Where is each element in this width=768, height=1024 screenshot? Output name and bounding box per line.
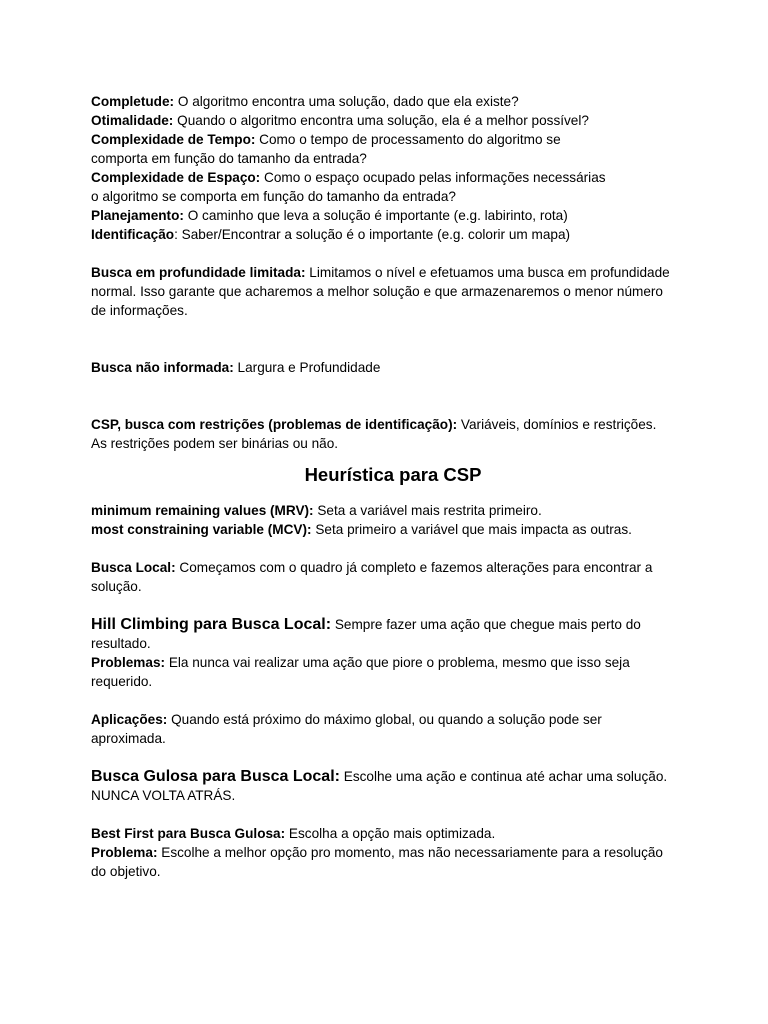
paragraph-text: Escolha a opção mais optimizada.	[285, 826, 496, 841]
spacer	[91, 244, 691, 263]
section-heading: Heurística para CSP	[304, 464, 482, 485]
hill-line1	[91, 615, 691, 634]
csp-paragraph	[91, 415, 691, 453]
paragraph-text: Variáveis, domínios e restrições.	[457, 417, 657, 432]
problema-line2: do objetivo.	[91, 864, 161, 879]
term-label: Complexidade de Tempo:	[91, 132, 256, 147]
definition-text: : Saber/Encontrar a solução é o importante (e.g. colorir um mapa)	[174, 227, 571, 242]
busca-limitada-line3: de informações.	[91, 303, 188, 318]
spacer	[91, 691, 691, 710]
term-label: Completude:	[91, 94, 175, 109]
spacer	[91, 320, 691, 358]
term-label: Problema:	[91, 845, 158, 860]
problemas-line2: requerido.	[91, 674, 153, 689]
definition-text: Como o espaço ocupado pelas informações necessárias	[260, 170, 606, 185]
aplicacoes-paragraph	[91, 710, 691, 748]
spacer	[91, 539, 691, 558]
spacer	[91, 805, 691, 824]
problemas-line1	[91, 653, 691, 672]
busca-limitada-line1	[91, 263, 691, 282]
busca-local-line1	[91, 558, 691, 577]
term-label: Otimalidade:	[91, 113, 174, 128]
definition-text: Seta primeiro a variável que mais impacta as outras.	[311, 522, 632, 537]
term-label: Busca Local:	[91, 560, 176, 575]
definition-complexidade-tempo-cont: comporta em função do tamanho da entrada?	[91, 151, 367, 166]
definition-complexidade-espaco	[91, 168, 691, 187]
definitions-block	[91, 92, 691, 244]
definition-complexidade-espaco-cont: o algoritmo se comporta em função do tamanho da entrada?	[91, 189, 456, 204]
term-label: Busca não informada:	[91, 360, 234, 375]
definition-identificacao	[91, 225, 691, 244]
csp-line1	[91, 415, 691, 434]
definition-text: Quando o algoritmo encontra uma solução, ela é a melhor possível?	[173, 113, 589, 128]
paragraph-text: Ela nunca vai realizar uma ação que piore o problema, mesmo que isso seja	[165, 655, 630, 670]
term-label: Problemas:	[91, 655, 166, 670]
aplicacoes-line2: aproximada.	[91, 731, 166, 746]
term-label: Hill Climbing para Busca Local:	[91, 616, 332, 633]
paragraph-text: Limitamos o nível e efetuamos uma busca em profundidade	[305, 265, 670, 280]
paragraph-text: Sempre fazer uma ação que chegue mais perto do	[331, 617, 641, 632]
term-label: Best First para Busca Gulosa:	[91, 826, 286, 841]
term-label: CSP, busca com restrições (problemas de identificação):	[91, 417, 458, 432]
paragraph-text: Começamos com o quadro já completo e fazemos alterações para encontrar a	[175, 560, 653, 575]
gulosa-line2: NUNCA VOLTA ATRÁS.	[91, 788, 236, 803]
definition-text: Seta a variável mais restrita primeiro.	[313, 503, 542, 518]
term-label: Identificação	[91, 227, 175, 242]
busca-gulosa-paragraph	[91, 767, 691, 805]
definition-text: Como o tempo de processamento do algoritmo se	[255, 132, 561, 147]
definition-completude	[91, 92, 691, 111]
definition-text: O caminho que leva a solução é importante (e.g. labirinto, rota)	[183, 208, 568, 223]
term-label: Aplicações:	[91, 712, 168, 727]
term-label: Busca Gulosa para Busca Local:	[91, 768, 340, 785]
busca-local-line2: solução.	[91, 579, 142, 594]
heuristics-block	[91, 501, 691, 539]
gulosa-line1	[91, 767, 691, 786]
definition-otimalidade	[91, 111, 691, 130]
best-first-paragraph	[91, 824, 691, 881]
definition-planejamento	[91, 206, 691, 225]
csp-line2: As restrições podem ser binárias ou não.	[91, 436, 339, 451]
mcv-line	[91, 520, 691, 539]
busca-limitada-paragraph	[91, 263, 691, 320]
paragraph-text: Escolhe uma ação e continua até achar uma solução.	[339, 769, 668, 784]
term-label: Busca em profundidade limitada:	[91, 265, 306, 280]
spacer	[91, 748, 691, 767]
spacer	[91, 377, 691, 415]
term-label: minimum remaining values (MRV):	[91, 503, 314, 518]
best-first-line	[91, 824, 691, 843]
paragraph-text: Largura e Profundidade	[233, 360, 381, 375]
term-label: most constraining variable (MCV):	[91, 522, 312, 537]
paragraph-text: Quando está próximo do máximo global, ou quando a solução pode ser	[167, 712, 602, 727]
term-label: Planejamento:	[91, 208, 184, 223]
document-page	[91, 92, 691, 881]
hill-climbing-paragraph	[91, 615, 691, 691]
definition-complexidade-tempo	[91, 130, 691, 149]
aplicacoes-line1	[91, 710, 691, 729]
mrv-line	[91, 501, 691, 520]
spacer	[91, 596, 691, 615]
busca-nao-informada-paragraph	[91, 358, 691, 377]
paragraph-text: Escolhe a melhor opção pro momento, mas não necessariamente para a resolução	[157, 845, 663, 860]
busca-limitada-line2: normal. Isso garante que acharemos a melhor solução e que armazenaremos o menor número	[91, 284, 663, 299]
definition-text: O algoritmo encontra uma solução, dado que ela existe?	[174, 94, 519, 109]
term-label: Complexidade de Espaço:	[91, 170, 261, 185]
busca-local-paragraph	[91, 558, 691, 596]
problema-line1	[91, 843, 691, 862]
hill-line2: resultado.	[91, 636, 151, 651]
